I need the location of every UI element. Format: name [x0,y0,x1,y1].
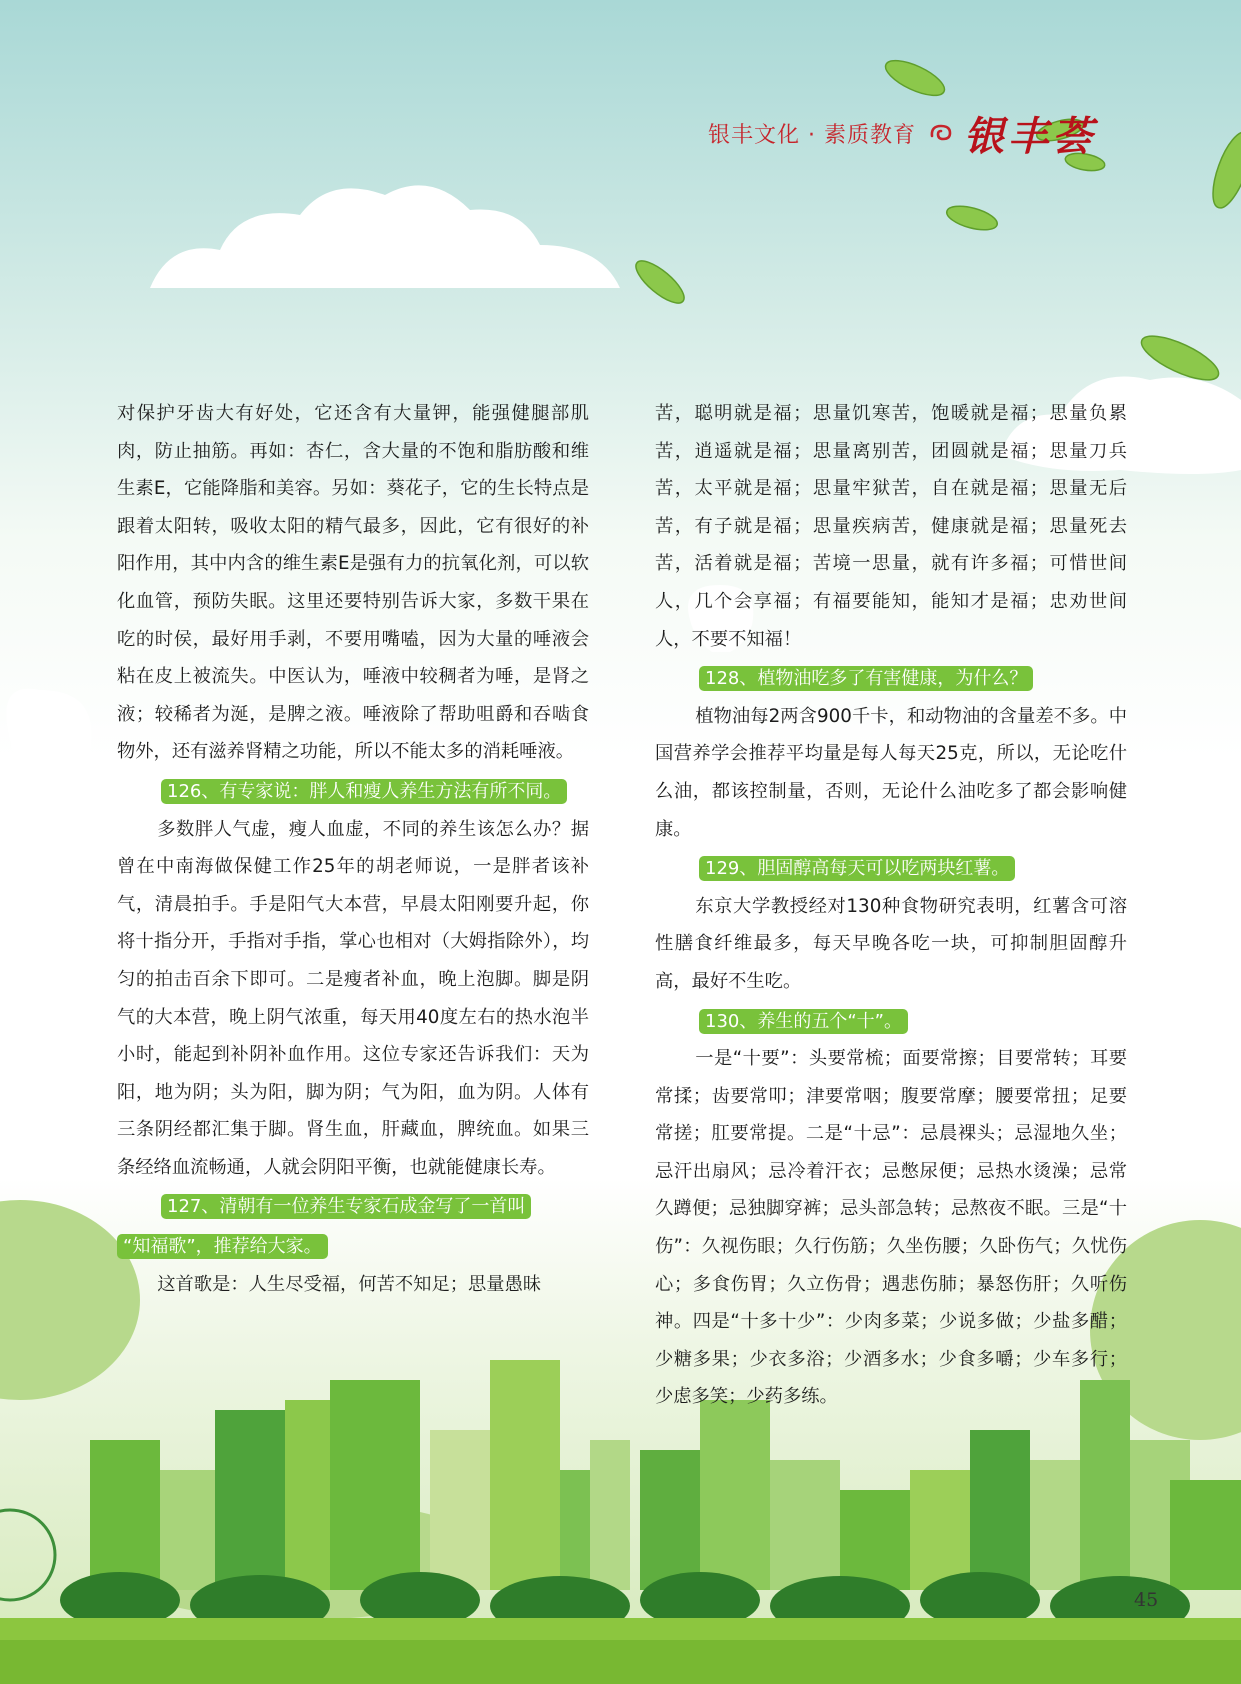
swirl-icon [928,122,954,144]
paragraph-125-cont: 对保护牙齿大有好处，它还含有大量钾，能强健腿部肌肉，防止抽筋。再如：杏仁，含大量的不饱和脂肪酸和维生素E，它能降脂和美容。另如：葵花子，它的生长特点是跟着太阳转，吸收太阳的精气最多，因此，它有很好的补阳作用，其中内含的维生素E是强有力的抗氧化剂，可以软化血管，预防失眠。这里还要特别告诉大家，多数干果在吃的时侯，最好用手剥，不要用嘴嗑，因为大量的唾液会粘在皮上被流失。中医认为，唾液中较稠者为唾，是肾之液；较稀者为涎，是脾之液。唾液除了帮助咀爵和吞啮食物外，还有滋养肾精之功能，所以不能太多的消耗唾液。 [117,403,589,763]
paragraph-126: 多数胖人气虚，瘦人血虚，不同的养生该怎么办？据曾在中南海做保健工作25年的胡老师说，一是胖者该补气，清晨拍手。手是阳气大本营，早晨太阳刚要升起，你将十指分开，手指对手指，掌心也相对（大姆指除外），均匀的拍击百余下即可。二是瘦者补血，晚上泡脚。脚是阴气的大本营，晚上阴气浓重，每天用40度左右的热水泡半小时，能起到补阴补血作用。这位专家还告诉我们：天为阳，地为阴；头为阳，脚为阴；气为阳，血为阴。人体有三条阴经都汇集于脚。肾生血，肝藏血，脾统血。如果三条经络血流畅通，人就会阴阳平衡，也就能健康长寿。 [117,818,589,1178]
heading-127-text-b: “知福歌”，推荐给大家。 [117,1234,328,1259]
left-column [117,395,589,1303]
page-number: 45 [1134,1589,1159,1611]
page-header [708,110,1096,160]
heading-128 [655,660,1127,698]
heading-127 [117,1188,589,1226]
heading-128-text: 128、植物油吃多了有害健康，为什么？ [699,666,1033,691]
paragraph-129: 东京大学教授经对130种食物研究表明，红薯含可溶性膳食纤维最多，每天早晚各吃一块，可抑制胆固醇升高，最好不生吃。 [655,895,1127,992]
header-category: 银丰文化 · 素质教育 [708,122,916,148]
heading-130 [655,1003,1127,1041]
heading-126 [117,773,589,811]
right-column [655,395,1127,1416]
heading-130-text: 130、养生的五个“十”。 [699,1009,908,1034]
heading-129 [655,850,1127,888]
heading-127-line2 [117,1228,589,1266]
paragraph-128: 植物油每2两含900千卡，和动物油的含量差不多。中国营养学会推荐平均量是每人每天25克，所以，无论吃什么油，都该控制量，否则，无论什么油吃多了都会影响健康。 [655,705,1127,840]
heading-126-text: 126、有专家说：胖人和瘦人养生方法有所不同。 [161,779,567,804]
paragraph-127: 这首歌是：人生尽受福，何苦不知足；思量愚昧 [157,1273,542,1295]
brand-logo-text: 银丰荟 [963,112,1096,160]
paragraph-127-cont: 苦，聪明就是福；思量饥寒苦，饱暖就是福；思量负累苦，逍遥就是福；思量离别苦，团圆就是福；思量刀兵苦，太平就是福；思量牢狱苦，自在就是福；思量无后苦，有子就是福；思量疾病苦，健康就是福；思量死去苦，活着就是福；苦境一思量，就有许多福；可惜世间人，几个会享福；有福要能知，能知才是福；忠劝世间人，不要不知福！ [655,403,1127,650]
heading-129-text: 129、胆固醇高每天可以吃两块红薯。 [699,856,1015,881]
heading-127-text-a: 127、清朝有一位养生专家石成金写了一首叫 [161,1194,531,1219]
paragraph-130: 一是“十要”：头要常梳；面要常擦；目要常转；耳要常揉；齿要常叩；津要常咽；腹要常摩；腰要常扭；足要常搓；肛要常提。二是“十忌”：忌晨裸头；忌湿地久坐；忌汗出扇风；忌冷着汗衣；忌憋尿便；忌热水烫澡；忌常久蹲便；忌独脚穿裤；忌头部急转；忌熬夜不眠。三是“十伤”：久视伤眼；久行伤筋；久坐伤腰；久卧伤气；久忧伤心；多食伤胃；久立伤骨；遇悲伤肺；暴怒伤肝；久听伤神。四是“十多十少”：少肉多菜；少说多做；少盐多醋；少糖多果；少衣多浴；少酒多水；少食多嚼；少车多行；少虑多笑；少药多练。 [655,1048,1127,1408]
